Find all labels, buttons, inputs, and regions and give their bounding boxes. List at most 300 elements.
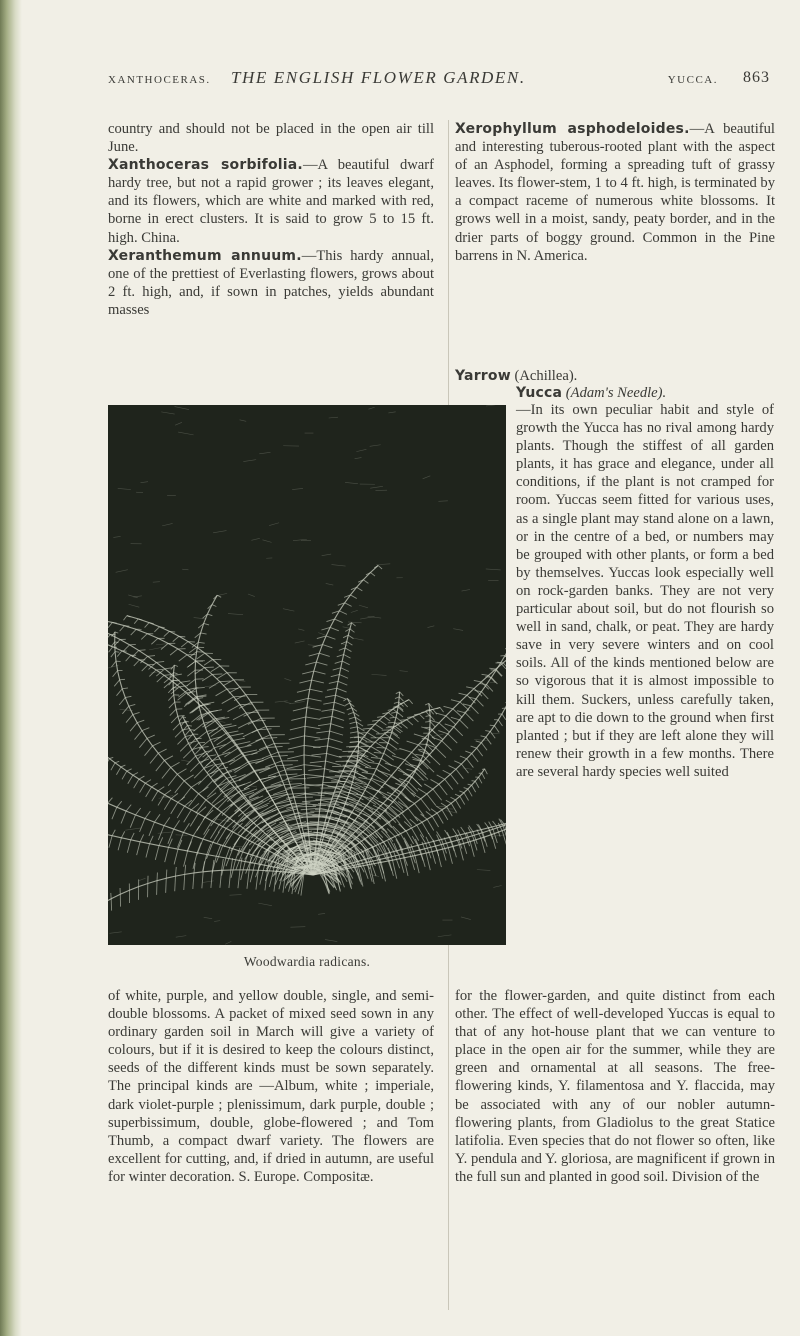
fern-stroke [115, 652, 116, 662]
fern-stroke [128, 775, 133, 784]
fern-stroke [339, 674, 348, 678]
fern-stroke [423, 762, 434, 773]
fern-stroke [333, 709, 345, 713]
fern-stroke [371, 757, 381, 758]
fern-stroke [173, 636, 179, 641]
fern-stroke [379, 759, 381, 764]
fern-stroke [214, 921, 220, 922]
fern-stroke [388, 722, 395, 723]
fern-stroke [249, 764, 254, 772]
fern-stroke [239, 771, 255, 780]
fern-stroke [121, 765, 125, 767]
fern-stroke [212, 870, 221, 871]
fern-stroke [405, 752, 412, 760]
fern-stroke [165, 847, 169, 862]
fern-stroke [329, 681, 338, 683]
fern-stroke [111, 894, 120, 898]
fern-stroke [451, 800, 455, 803]
fern-stroke [108, 803, 117, 807]
fern-stroke [164, 799, 171, 810]
header-left-word: XANTHOCERAS. [108, 74, 211, 86]
fern-stroke [138, 619, 142, 620]
fern-stroke [399, 697, 400, 702]
fern-stroke [482, 773, 485, 779]
fern-stroke [329, 417, 338, 418]
fern-stroke [250, 863, 255, 882]
fern-stroke [213, 842, 223, 845]
fern-stroke [467, 759, 474, 768]
fern-stroke [145, 746, 153, 756]
fern-stroke [505, 708, 506, 713]
fern-stroke [381, 860, 392, 862]
fern-stroke [299, 680, 311, 683]
fern-stroke [213, 531, 226, 533]
fern-stroke [129, 604, 140, 607]
fern-stroke [390, 733, 392, 738]
fern-stroke [460, 695, 467, 702]
fern-stroke [175, 702, 176, 709]
fern-stroke [448, 848, 452, 864]
fern-stroke [481, 743, 487, 751]
fern-stroke [307, 776, 324, 778]
fern-stroke [287, 755, 304, 759]
fern-stroke [197, 853, 207, 855]
fern-stroke [389, 802, 393, 807]
fern-stroke [407, 741, 419, 745]
fern-stroke [439, 716, 446, 723]
fern-stroke [331, 565, 345, 567]
right-column-bottom: for the flower-garden, and quite distinct from each other. The effect of well-developed Yuccas is equal to that of any hot-house plant that we can venture to place in the open air for the summer, while they are green and ornamental at all seasons. The free-flowering kinds, Y. filamentosa and Y. flaccida, may be associated with any of our nobler autumn-flowering plants, from Gladiolus to the great Statice latifolia. Even species that do not flower so often, like Y. pendula and Y. gloriosa, are magnificent if grown in the full sun and planted in good soil. Division of the [455, 988, 775, 1185]
fern-stroke [337, 654, 344, 656]
fern-stroke [420, 850, 425, 867]
fern-stroke [178, 715, 185, 716]
fern-stroke [137, 720, 144, 723]
fern-stroke [427, 789, 433, 794]
fern-stroke [176, 709, 178, 716]
fern-stroke [191, 787, 198, 793]
fern-stroke [292, 488, 303, 489]
fern-stroke [108, 622, 112, 627]
fern-stroke [198, 814, 205, 818]
fern-stroke [207, 712, 213, 719]
fern-stroke [494, 726, 499, 733]
fern-stroke [453, 709, 462, 718]
fern-stroke [157, 878, 166, 880]
fern-stroke [332, 709, 333, 716]
fern-stroke [288, 745, 304, 749]
fern-stroke [125, 828, 141, 830]
fern-stroke [171, 762, 180, 767]
fern-stroke [145, 623, 150, 628]
fern-stroke [202, 747, 205, 751]
fern-stroke [414, 734, 425, 738]
fern-stroke [230, 783, 234, 788]
entry-text-xanthoceras: —A beautiful dwarf hardy tree, but not a rapid grower ; its leaves elegant, and its flowers, which are white and marked with red, borne in erect clusters. It is said to grow 5 to 15 ft. high. China. [108, 157, 435, 246]
fern-stroke [227, 673, 234, 680]
fern-stroke [306, 708, 307, 717]
fern-stroke [397, 792, 401, 797]
fern-stroke [236, 742, 250, 745]
fern-stroke [501, 663, 506, 669]
fern-stroke [153, 582, 160, 583]
fern-stroke [455, 794, 460, 796]
fern-stroke [204, 821, 212, 835]
woodwardia-engraving [108, 405, 506, 945]
fern-stroke [467, 688, 474, 695]
fern-stroke [477, 748, 483, 756]
fern-stroke [196, 756, 200, 762]
fern-stroke [368, 780, 371, 785]
fern-stroke [401, 831, 406, 834]
fern-stroke [158, 791, 165, 795]
fern-stroke [174, 820, 180, 829]
fern-stroke [222, 697, 234, 704]
fern-stroke [233, 762, 248, 771]
fern-stroke [493, 886, 501, 888]
fern-stroke [149, 822, 155, 836]
fern-stroke [502, 714, 506, 720]
fern-stroke [421, 799, 430, 811]
fern-stroke [164, 817, 170, 825]
fern-stroke [133, 775, 139, 779]
book-spine-edge [0, 0, 22, 1336]
fern-stroke [137, 842, 141, 855]
fern-stroke [164, 826, 174, 829]
fern-stroke [159, 837, 163, 845]
fern-stroke [161, 412, 174, 414]
fern-stroke [156, 760, 165, 771]
fern-stroke [120, 626, 125, 631]
fern-stroke [378, 783, 385, 791]
fern-stroke [262, 739, 267, 748]
fern-stroke [348, 752, 358, 753]
fern-stroke [150, 844, 159, 846]
fern-stroke [139, 650, 146, 651]
fern-stroke [238, 870, 240, 888]
fern-stroke [179, 636, 185, 637]
fern-stroke [136, 492, 143, 493]
fern-stroke [384, 716, 391, 721]
fern-stroke [481, 692, 488, 699]
fern-stroke [280, 774, 297, 775]
fern-stroke [375, 827, 382, 832]
fern-stroke [217, 828, 226, 842]
fern-stroke [185, 697, 196, 705]
fern-stroke [442, 734, 448, 741]
fern-stroke [324, 769, 325, 777]
fern-stroke [446, 800, 451, 803]
fern-stroke [390, 738, 398, 744]
fern-stroke [203, 839, 213, 842]
entry-alt-name-yucca: (Adam's Needle). [562, 385, 667, 401]
fern-stroke [460, 793, 464, 797]
fern-stroke [142, 728, 149, 731]
fern-stroke [338, 674, 339, 681]
fern-stroke [187, 836, 193, 852]
fern-stroke [218, 593, 227, 595]
entry-ref-yarrow: (Achillea). [510, 368, 578, 384]
fern-stroke [205, 653, 213, 659]
fern-stroke [115, 763, 121, 767]
fern-stroke [108, 620, 112, 623]
fern-stroke [109, 647, 113, 652]
fern-stroke [283, 609, 294, 611]
fern-stroke [386, 748, 395, 755]
fern-stroke [246, 695, 252, 703]
fern-stroke [316, 653, 319, 662]
fern-stroke [294, 797, 297, 806]
fern-stroke [432, 813, 437, 816]
fern-stroke [127, 616, 130, 617]
fern-stroke [315, 810, 332, 811]
fern-stroke [115, 761, 119, 762]
fern-stroke [490, 731, 495, 738]
fern-stroke [367, 746, 371, 751]
fern-stroke [125, 698, 129, 707]
fern-stroke [113, 647, 117, 648]
fern-stroke [129, 887, 138, 891]
fern-stroke [185, 865, 186, 875]
fern-stroke [474, 680, 481, 681]
fern-stroke [164, 675, 171, 676]
fern-stroke [207, 605, 212, 614]
fern-stroke [421, 712, 426, 713]
fern-stroke [181, 681, 190, 683]
fern-stroke [111, 763, 115, 770]
fern-stroke [309, 653, 319, 656]
fern-stroke [305, 726, 306, 735]
fern-stroke [122, 771, 127, 779]
fern-stroke [112, 830, 115, 836]
fern-stroke [311, 753, 326, 755]
fern-stroke [177, 806, 184, 818]
fern-stroke [197, 843, 201, 853]
fern-stroke [298, 629, 304, 631]
fern-stroke [365, 767, 376, 769]
fern-stroke [339, 668, 340, 675]
fern-stroke [111, 652, 115, 657]
fern-stroke [472, 781, 476, 782]
fern-stroke [481, 828, 489, 830]
fern-stroke [307, 708, 321, 711]
fern-stroke [175, 422, 182, 425]
fern-stroke [331, 716, 332, 723]
fern-stroke [327, 753, 342, 757]
fern-stroke [212, 761, 216, 765]
fern-stroke [148, 881, 157, 884]
fern-stroke [478, 824, 482, 832]
fern-stroke [133, 715, 137, 723]
fern-stroke [403, 782, 415, 794]
fern-stroke [152, 791, 158, 801]
fern-stroke [216, 845, 220, 856]
fern-stroke [331, 674, 340, 676]
fern-stroke [185, 730, 190, 736]
fern-stroke [439, 779, 445, 784]
fern-stroke [323, 702, 334, 704]
fern-stroke [399, 824, 406, 831]
entry-title-xeranthemum: Xeranthemum annuum. [108, 247, 302, 264]
fern-stroke [453, 702, 460, 709]
fern-stroke [189, 706, 199, 713]
fern-stroke [121, 831, 124, 837]
fern-stroke [450, 769, 456, 774]
fern-stroke [193, 836, 203, 839]
fern-stroke [118, 838, 121, 850]
fern-stroke [184, 699, 194, 706]
fern-stroke [175, 781, 184, 793]
fern-stroke [212, 605, 216, 607]
fern-stroke [331, 724, 344, 728]
fern-stroke [218, 756, 222, 764]
fern-stroke [323, 776, 324, 784]
fern-stroke [363, 756, 375, 762]
entry-title-yarrow: Yarrow [455, 368, 511, 384]
fern-stroke [212, 792, 223, 803]
fern-stroke [483, 829, 493, 832]
fern-stroke [473, 832, 477, 844]
fern-stroke [427, 626, 434, 628]
fern-stroke [240, 687, 246, 694]
fern-stroke [352, 623, 356, 626]
fern-stroke [121, 767, 127, 771]
fern-stroke [220, 870, 222, 887]
fern-stroke [327, 746, 328, 754]
fern-stroke [284, 783, 302, 784]
fern-stroke [464, 793, 469, 801]
fern-stroke [496, 663, 501, 670]
fern-stroke [491, 677, 497, 684]
fern-stroke [344, 648, 346, 655]
fern-stroke [371, 728, 379, 733]
fern-stroke [393, 858, 404, 860]
fern-stroke [384, 748, 386, 753]
fern-stroke [426, 841, 434, 843]
fern-stroke [438, 935, 452, 937]
fern-stroke [116, 661, 118, 670]
fern-stroke [322, 645, 332, 648]
fern-stroke [460, 713, 466, 720]
fern-stroke [504, 822, 506, 824]
fern-stroke [274, 743, 278, 752]
fern-stroke [385, 730, 390, 734]
fern-stroke [356, 449, 366, 451]
fern-stroke [180, 743, 188, 751]
fern-stroke [196, 688, 197, 697]
fern-stroke [465, 706, 471, 713]
fern-stroke [417, 825, 424, 837]
fern-stroke [344, 654, 351, 658]
fern-stroke [117, 807, 126, 811]
fern-stroke [174, 829, 184, 832]
fern-stroke [322, 554, 331, 556]
fern-stroke [109, 757, 113, 758]
fern-stroke [363, 814, 375, 821]
fern-stroke [207, 614, 212, 616]
fern-stroke [194, 872, 203, 873]
fern-stroke [384, 783, 397, 789]
fern-stroke [439, 784, 447, 795]
fern-stroke [153, 742, 161, 746]
fern-stroke [316, 731, 329, 733]
fern-stroke [181, 642, 188, 647]
fern-stroke [290, 701, 305, 703]
fern-stroke [328, 738, 329, 745]
fern-stroke [232, 738, 245, 741]
fern-stroke [192, 750, 196, 756]
fern-stroke [229, 870, 231, 888]
fern-stroke [397, 707, 398, 712]
fern-stroke [112, 836, 121, 838]
fern-stroke [308, 769, 324, 771]
fern-stroke [131, 840, 140, 842]
fern-stroke [315, 738, 329, 740]
fern-stroke [477, 743, 482, 748]
fern-stroke [355, 458, 362, 459]
fern-stroke [196, 652, 197, 661]
fern-stroke [243, 753, 249, 762]
fern-stroke [451, 803, 456, 812]
fern-stroke [139, 650, 148, 656]
fern-stroke [399, 697, 403, 701]
fern-stroke [468, 784, 472, 785]
fern-stroke [400, 692, 404, 696]
right-column-top [455, 120, 775, 265]
fern-stroke [442, 810, 448, 820]
fern-stroke [260, 780, 265, 788]
fern-stroke [209, 756, 212, 760]
fern-stroke [308, 689, 310, 698]
fern-stroke [413, 717, 419, 722]
fern-stroke [231, 858, 233, 870]
fern-stroke [114, 680, 119, 687]
fern-stroke [196, 661, 204, 668]
fern-stroke [427, 819, 434, 830]
fern-stroke [308, 698, 321, 701]
fern-stroke [158, 832, 173, 833]
fern-stroke [188, 851, 198, 853]
header-right-word: YUCCA. [667, 74, 718, 86]
fern-stroke [209, 755, 217, 756]
fern-stroke [150, 836, 154, 844]
fern-stroke [388, 855, 399, 857]
fern-stroke [290, 726, 305, 730]
fern-stroke [184, 781, 191, 787]
fern-stroke [171, 767, 178, 774]
fern-stroke [363, 572, 370, 579]
fern-stroke [228, 705, 241, 712]
fern-stroke [326, 636, 335, 639]
fern-stroke [330, 731, 343, 735]
fern-stroke [150, 753, 158, 763]
fern-stroke [175, 876, 176, 891]
fern-stroke [194, 618, 207, 619]
fern-stroke [307, 698, 308, 707]
fern-stroke [193, 873, 194, 889]
fern-stroke [449, 766, 456, 770]
fern-stroke [386, 743, 388, 748]
fern-stroke [310, 761, 326, 763]
fern-stroke [486, 677, 491, 684]
fern-stroke [115, 652, 119, 653]
fern-stroke [367, 733, 376, 738]
fern-stroke [191, 715, 201, 723]
fern-stroke [329, 731, 330, 738]
fern-stroke [199, 743, 202, 747]
fern-stroke [304, 774, 322, 776]
fern-stroke [217, 595, 221, 597]
fern-stroke [226, 824, 237, 839]
